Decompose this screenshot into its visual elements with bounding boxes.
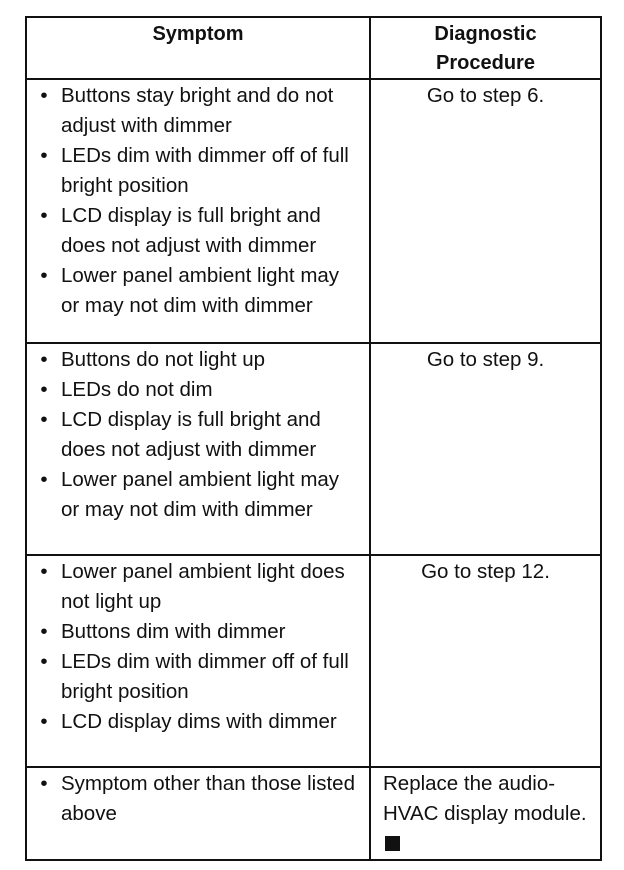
symptom-item: • Buttons stay bright and do not adjust with dimmer [35,81,359,141]
bullet-icon: • [40,378,48,401]
bullet-icon: • [40,408,48,431]
procedure-cell: Go to step 12. [370,555,601,767]
bullet-icon: • [40,84,48,107]
symptom-column-header: Symptom [26,17,370,79]
procedure-header-line1: Diagnostic [434,23,537,45]
table-row [26,79,601,343]
table-row [26,555,601,767]
symptom-cell [26,555,370,767]
bullet-icon: • [40,204,48,227]
header-row [26,17,601,79]
procedure-cell: Go to step 9. [370,343,601,555]
symptom-list [27,556,369,737]
symptom-item: • LEDs dim with dimmer off of full bright position [35,141,359,201]
symptom-item: • LCD display is full bright and does not adjust with dimmer [35,405,359,465]
symptom-list [27,80,369,321]
procedure-cell: Go to step 6. [370,79,601,343]
procedure-column-header [370,17,601,79]
diagnostic-table [25,16,602,861]
procedure-header-line2: Procedure [436,52,535,74]
symptom-item: • Symptom other than those listed above [35,769,359,829]
procedure-text: Replace the audio-HVAC display module. [383,772,587,825]
bullet-icon: • [40,560,48,583]
symptom-cell [26,767,370,860]
symptom-item: • Lower panel ambient light may or may not dim with dimmer [35,261,359,321]
bullet-icon: • [40,264,48,287]
black-square-icon [385,836,400,851]
symptom-item: • Lower panel ambient light may or may not dim with dimmer [35,465,359,525]
symptom-item: • LEDs dim with dimmer off of full bright position [35,647,359,707]
bullet-icon: • [40,710,48,733]
symptom-item: • Buttons do not light up [35,345,359,375]
bullet-icon: • [40,468,48,491]
bullet-icon: • [40,348,48,371]
symptom-item: • Buttons dim with dimmer [35,617,359,647]
bullet-icon: • [40,772,48,795]
symptom-list [27,768,369,829]
bullet-icon: • [40,144,48,167]
bullet-icon: • [40,620,48,643]
symptom-item: • LCD display is full bright and does not adjust with dimmer [35,201,359,261]
symptom-item: • LEDs do not dim [35,375,359,405]
symptom-cell [26,79,370,343]
procedure-cell [370,767,601,860]
symptom-item: • Lower panel ambient light does not light up [35,557,359,617]
symptom-cell [26,343,370,555]
table-row [26,343,601,555]
bullet-icon: • [40,650,48,673]
symptom-item: • LCD display dims with dimmer [35,707,359,737]
symptom-list [27,344,369,525]
table-row [26,767,601,860]
